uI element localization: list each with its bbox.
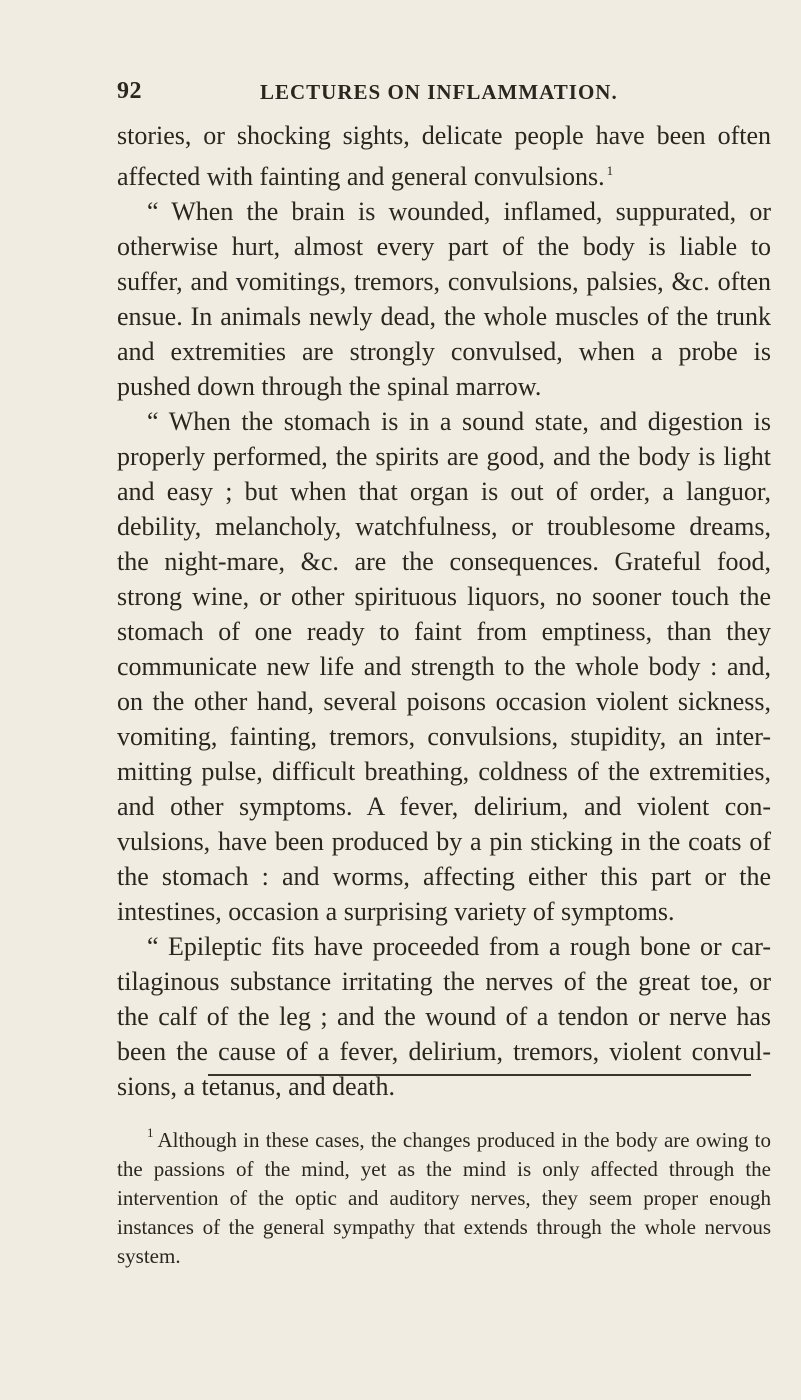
running-head (117, 78, 757, 108)
paragraph (117, 929, 771, 1104)
paragraph-text: stories, or shocking sights, delicate people have been often affected with fainting and general convulsions. (117, 121, 771, 191)
paragraph (117, 118, 771, 194)
footnote-text: Although in these cases, the changes produced in the body are owing to the passions of the mind, yet as the mind is only affected through the intervention of the optic and auditory nerves, they seem proper enough instances of the general sympathy that extends through the whole nervous system. (117, 1128, 771, 1268)
page-number: 92 (117, 78, 142, 104)
paragraph-text: “ When the stomach is in a sound state, and digestion is properly performed, the spirits are good, and the body is light and easy ; but when that organ is out of order, a languor, debility, melancholy, watchfulness, or troublesome dreams, the night-mare, &c. are the consequences. Grateful food, strong wine, or other spirituous liquors, no sooner touch the stomach of one ready to faint from emptiness, than they communicate new life and strength to the whole body : and, on the other hand, several poisons occasion violent sickness, vomiting, fainting, tremors, convulsions, stupidity, an inter-mitting pulse, difficult breathing, coldness of the extremities, and other symptoms. A fever, delirium, and violent con-vulsions, have been produced by a pin sticking in the coats of the stomach : and worms, affecting either this part or the intestines, occasion a surprising variety of symptoms. (117, 407, 771, 926)
footnote (117, 1118, 771, 1271)
footnote-mark: 1 (147, 1125, 154, 1140)
footnote-reference: 1 (606, 163, 614, 178)
running-title: LECTURES ON INFLAMMATION. (260, 80, 618, 104)
paragraph (117, 404, 771, 929)
paragraph-text: “ Epileptic fits have proceeded from a rough bone or car-tilaginous substance irritating the nerves of the great toe, or the calf of the leg ; and the wound of a tendon or nerve has been the cause of a fever, delirium, tremors, violent convul-sions, a tetanus, and death. (117, 932, 771, 1101)
paragraph-text: “ When the brain is wounded, inflamed, suppurated, or otherwise hurt, almost every part of the body is liable to suffer, and vomitings, tremors, convulsions, palsies, &c. often ensue. In animals newly dead, the whole muscles of the trunk and extremities are strongly convulsed, when a probe is pushed down through the spinal marrow. (117, 197, 771, 401)
paragraph (117, 194, 771, 404)
body-text (117, 118, 771, 1104)
footnote-divider (208, 1074, 751, 1076)
